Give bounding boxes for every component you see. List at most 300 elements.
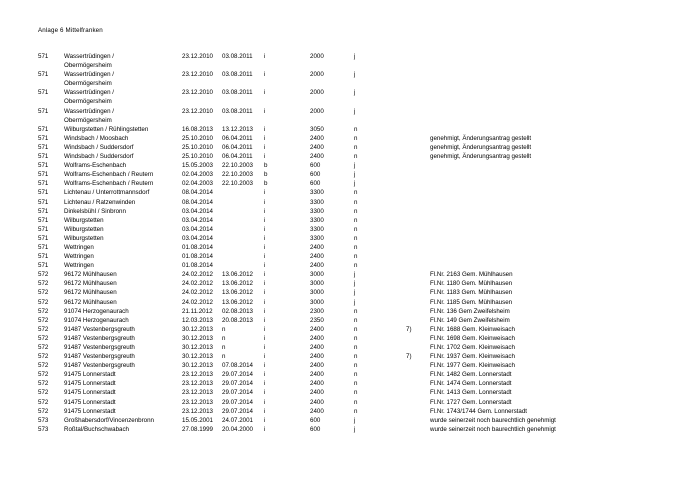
cell-value: 600	[310, 171, 321, 179]
cell-footnote	[406, 270, 430, 279]
cell-yesno: n	[354, 143, 358, 151]
cell-place: 91475 Lonnerstadt	[64, 398, 116, 406]
cell-place: Wassertrüdingen /	[64, 53, 114, 60]
cell-date-2	[222, 225, 264, 234]
cell-date-1: 23.12.2013	[182, 398, 213, 406]
cell-number: 571	[38, 171, 49, 179]
cell-number-empty	[38, 97, 64, 106]
cell-flag: i	[264, 298, 266, 306]
cell-number: 572	[38, 398, 49, 406]
cell-footnote	[406, 134, 430, 143]
cell-date-1: 08.04.2014	[182, 198, 213, 206]
cell-footnote	[406, 379, 430, 388]
cell-yesno: j	[354, 180, 356, 188]
cell-empty	[354, 116, 406, 125]
cell-empty	[430, 116, 660, 125]
table-row-continuation	[38, 116, 660, 125]
cell-remark: genehmigt, Änderungsantrag gestellt	[430, 143, 532, 151]
cell-flag: b	[264, 162, 268, 170]
cell-date-1: 21.11.2012	[182, 307, 213, 315]
cell-flag: i	[264, 225, 266, 233]
table-row	[38, 343, 660, 352]
cell-flag: i	[264, 207, 266, 215]
cell-value: 3300	[310, 189, 324, 197]
cell-date-1: 08.04.2014	[182, 189, 213, 197]
cell-date-2: 29.07.2014	[222, 380, 253, 388]
cell-footnote	[406, 298, 430, 307]
cell-number: 571	[38, 207, 49, 215]
cell-footnote	[406, 170, 430, 179]
cell-yesno: n	[354, 353, 358, 361]
cell-yesno: n	[354, 198, 358, 206]
cell-footnote	[406, 88, 430, 97]
cell-remark	[430, 261, 660, 270]
cell-number: 571	[38, 89, 49, 97]
cell-place-continued: Obermögersheim	[64, 98, 112, 106]
cell-footnote: 7)	[406, 353, 412, 361]
cell-place: Lichtenau / Ratzenwinden	[64, 198, 136, 206]
cell-empty	[430, 97, 660, 106]
table-row	[38, 288, 660, 297]
cell-yesno: n	[354, 389, 358, 397]
cell-date-2: 06.04.2011	[222, 143, 253, 151]
cell-place: 96172 Mühlhausen	[64, 280, 117, 288]
cell-date-2: 22.10.2003	[222, 162, 253, 170]
cell-remark	[430, 88, 660, 97]
cell-place: Wilburgstetten	[64, 225, 104, 233]
cell-remark	[430, 170, 660, 179]
table-row	[38, 243, 660, 252]
cell-date-2: 03.08.2011	[222, 107, 253, 115]
cell-date-1: 23.12.2010	[182, 107, 213, 115]
cell-yesno: n	[354, 362, 358, 370]
cell-remark	[430, 161, 660, 170]
cell-value: 2350	[310, 316, 324, 324]
cell-flag: i	[264, 344, 266, 351]
cell-value: 2400	[310, 325, 324, 333]
cell-number: 572	[38, 362, 49, 370]
cell-flag: i	[264, 307, 266, 315]
table-row	[38, 407, 660, 416]
cell-date-1: 23.12.2013	[182, 389, 213, 397]
cell-date-2	[222, 188, 264, 197]
cell-empty	[222, 97, 264, 106]
cell-place: Lichtenau / Unterrottmannsdorf	[64, 189, 150, 197]
cell-value: 2400	[310, 362, 324, 370]
cell-number: 571	[38, 253, 49, 261]
table-row	[38, 216, 660, 225]
table-row	[38, 388, 660, 397]
cell-empty	[430, 79, 660, 88]
table-row	[38, 70, 660, 79]
cell-empty	[264, 61, 310, 70]
cell-value: 2000	[310, 107, 324, 115]
cell-empty	[354, 97, 406, 106]
cell-remark: Fl.Nr. 2163 Gem. Mühlhausen	[430, 271, 513, 279]
cell-number: 571	[38, 134, 49, 142]
cell-footnote	[406, 416, 430, 425]
cell-value: 2000	[310, 89, 324, 97]
cell-flag: i	[264, 262, 266, 270]
cell-value: 2400	[310, 153, 324, 161]
cell-flag: i	[264, 271, 266, 279]
cell-remark	[430, 216, 660, 225]
cell-value: 2400	[310, 371, 324, 379]
cell-number: 572	[38, 280, 49, 288]
cell-number: 571	[38, 143, 49, 151]
cell-remark: genehmigt, Änderungsantrag gestellt	[430, 153, 532, 161]
cell-date-2: 29.07.2014	[222, 398, 253, 406]
cell-date-1: 27.08.1999	[182, 425, 213, 433]
cell-value: 3300	[310, 198, 324, 206]
cell-remark: Fl.Nr. 1482 Gem. Lonnerstadt	[430, 371, 512, 379]
cell-number: 573	[38, 416, 49, 424]
cell-remark	[430, 234, 660, 243]
cell-date-2	[222, 261, 264, 270]
cell-number: 571	[38, 198, 49, 206]
table-row	[38, 179, 660, 188]
cell-remark	[430, 243, 660, 252]
cell-place: Großhabersdorf/Vincenzenbronn	[64, 416, 155, 424]
cell-date-1: 30.12.2013	[182, 344, 213, 351]
cell-footnote	[406, 188, 430, 197]
cell-footnote	[406, 207, 430, 216]
cell-remark: Fl.Nr. 1183 Gem. Mühlhausen	[430, 289, 513, 297]
cell-number: 571	[38, 153, 49, 161]
table-row-continuation	[38, 79, 660, 88]
cell-flag: i	[264, 153, 266, 161]
cell-value: 2400	[310, 353, 324, 361]
cell-place: 91074 Herzogenaurach	[64, 316, 129, 324]
table-row	[38, 188, 660, 197]
cell-flag: i	[264, 89, 266, 97]
cell-yesno: j	[354, 425, 356, 433]
cell-date-1: 30.12.2013	[182, 334, 213, 342]
cell-number-empty	[38, 116, 64, 125]
cell-empty	[310, 79, 354, 88]
cell-number: 571	[38, 225, 49, 233]
cell-flag: i	[264, 107, 266, 115]
cell-yesno: j	[354, 89, 356, 97]
cell-number: 571	[38, 234, 49, 242]
table-row	[38, 425, 660, 434]
cell-yesno: n	[354, 334, 358, 342]
cell-flag: i	[264, 125, 266, 133]
cell-footnote	[406, 107, 430, 116]
data-table	[38, 52, 660, 434]
cell-number: 571	[38, 71, 49, 79]
cell-number: 572	[38, 407, 49, 415]
cell-value: 3300	[310, 207, 324, 215]
cell-remark	[430, 52, 660, 61]
cell-empty	[182, 116, 222, 125]
table-row	[38, 361, 660, 370]
cell-place: 91487 Vestenbergsgreuth	[64, 344, 135, 351]
cell-number: 571	[38, 53, 49, 60]
cell-remark	[430, 252, 660, 261]
cell-remark: Fl.Nr. 1185 Gem. Mühlhausen	[430, 298, 513, 306]
cell-date-1: 03.04.2014	[182, 234, 213, 242]
cell-footnote	[406, 243, 430, 252]
table-row	[38, 52, 660, 61]
cell-yesno: n	[354, 216, 358, 224]
cell-date-1: 23.12.2013	[182, 407, 213, 415]
table-row	[38, 234, 660, 243]
table-row	[38, 325, 660, 334]
cell-footnote	[406, 216, 430, 225]
cell-yesno: j	[354, 280, 356, 288]
cell-yesno: n	[354, 207, 358, 215]
cell-place: Wettringen	[64, 243, 94, 251]
cell-place: Windsbach / Suddersdorf	[64, 143, 134, 151]
cell-date-2	[222, 243, 264, 252]
cell-footnote	[406, 52, 430, 61]
cell-remark: Fl.Nr. 1698 Gem. Kleinweisach	[430, 334, 515, 342]
table-row	[38, 107, 660, 116]
cell-date-2: 20.08.2013	[222, 316, 253, 324]
cell-value: 3000	[310, 289, 324, 297]
cell-yesno: j	[354, 53, 356, 60]
table-row	[38, 379, 660, 388]
cell-place: 91074 Herzogenaurach	[64, 307, 129, 315]
table-row	[38, 252, 660, 261]
cell-yesno: n	[354, 407, 358, 415]
cell-yesno: n	[354, 344, 358, 351]
table-row	[38, 279, 660, 288]
cell-yesno: n	[354, 398, 358, 406]
cell-empty	[310, 61, 354, 70]
cell-footnote	[406, 261, 430, 270]
cell-remark	[430, 179, 660, 188]
cell-number: 571	[38, 162, 49, 170]
cell-yesno: n	[354, 134, 358, 142]
cell-date-2: 07.08.2014	[222, 362, 253, 370]
cell-footnote	[406, 179, 430, 188]
cell-empty	[264, 116, 310, 125]
cell-flag: i	[264, 198, 266, 206]
cell-number: 571	[38, 189, 49, 197]
cell-date-2: 29.07.2014	[222, 407, 253, 415]
cell-yesno: n	[354, 380, 358, 388]
cell-value: 600	[310, 425, 321, 433]
cell-place: Roßtal/Buchschwabach	[64, 425, 130, 433]
cell-date-1: 23.12.2010	[182, 53, 213, 60]
table-row	[38, 198, 660, 207]
cell-empty	[264, 97, 310, 106]
cell-place: 91487 Vestenbergsgreuth	[64, 362, 135, 370]
cell-flag: i	[264, 71, 266, 79]
cell-footnote	[406, 288, 430, 297]
cell-remark: Fl.Nr. 1413 Gem. Lonnerstadt	[430, 389, 512, 397]
cell-place: Wilburgstetten	[64, 216, 104, 224]
cell-place-continued: Obermögersheim	[64, 80, 112, 88]
cell-number: 572	[38, 334, 49, 342]
table-row	[38, 334, 660, 343]
cell-flag: i	[264, 134, 266, 142]
cell-empty	[406, 97, 430, 106]
cell-place: Wassertrüdingen /	[64, 89, 114, 97]
cell-empty	[222, 61, 264, 70]
table-row	[38, 225, 660, 234]
cell-footnote	[406, 388, 430, 397]
cell-place: Windsbach / Suddersdorf	[64, 153, 134, 161]
cell-footnote	[406, 143, 430, 152]
cell-place: Wolframs-Eschenbach	[64, 162, 127, 170]
table-row	[38, 298, 660, 307]
cell-yesno: n	[354, 316, 358, 324]
cell-yesno: j	[354, 71, 356, 79]
cell-flag: b	[264, 180, 268, 188]
cell-yesno: j	[354, 171, 356, 179]
cell-place: Wolframs-Eschenbach / Reutern	[64, 180, 154, 188]
table-row	[38, 352, 660, 361]
cell-place-continued: Obermögersheim	[64, 116, 112, 124]
cell-place-continued: Obermögersheim	[64, 62, 112, 70]
cell-footnote: 7)	[406, 325, 412, 333]
cell-flag: b	[264, 171, 268, 179]
cell-date-1: 23.12.2010	[182, 71, 213, 79]
cell-date-1: 15.05.2001	[182, 416, 213, 424]
cell-place: Dinkelsbühl / Sinbronn	[64, 207, 126, 215]
table-row	[38, 143, 660, 152]
cell-date-1: 03.04.2014	[182, 207, 213, 215]
cell-date-2	[222, 252, 264, 261]
cell-date-2	[222, 216, 264, 225]
cell-footnote	[406, 398, 430, 407]
cell-remark: Fl.Nr. 1180 Gem. Mühlhausen	[430, 280, 513, 288]
cell-remark: Fl.Nr. 1977 Gem. Kleinweisach	[430, 362, 515, 370]
cell-place: 96172 Mühlhausen	[64, 298, 117, 306]
cell-date-2: 13.06.2012	[222, 289, 253, 297]
table-row	[38, 88, 660, 97]
cell-empty	[354, 61, 406, 70]
cell-date-1: 01.08.2014	[182, 243, 213, 251]
cell-remark	[430, 225, 660, 234]
cell-remark: Fl.Nr. 1727 Gem. Lonnerstadt	[430, 398, 512, 406]
cell-footnote	[406, 343, 430, 352]
cell-remark	[430, 207, 660, 216]
cell-remark	[430, 107, 660, 116]
cell-date-2: n	[222, 334, 226, 342]
cell-value: 600	[310, 416, 321, 424]
cell-remark: genehmigt, Änderungsantrag gestellt	[430, 134, 532, 142]
cell-date-2	[222, 207, 264, 216]
cell-number: 571	[38, 107, 49, 115]
table-body	[38, 52, 660, 434]
cell-flag: i	[264, 143, 266, 151]
cell-flag: i	[264, 234, 266, 242]
cell-number: 572	[38, 371, 49, 379]
cell-value: 2000	[310, 53, 324, 60]
cell-value: 2400	[310, 344, 324, 351]
cell-remark: Fl.Nr. 1702 Gem. Kleinweisach	[430, 344, 515, 351]
cell-place: Wolframs-Eschenbach / Reutern	[64, 171, 154, 179]
cell-number: 571	[38, 243, 49, 251]
table-row	[38, 134, 660, 143]
cell-flag: i	[264, 280, 266, 288]
cell-empty	[182, 79, 222, 88]
table-row	[38, 261, 660, 270]
cell-place: 91487 Vestenbergsgreuth	[64, 353, 135, 361]
cell-footnote	[406, 307, 430, 316]
cell-date-1: 12.03.2013	[182, 316, 213, 324]
cell-footnote	[406, 425, 430, 434]
cell-date-1: 02.04.2003	[182, 171, 213, 179]
cell-value: 3000	[310, 298, 324, 306]
cell-value: 2400	[310, 398, 324, 406]
cell-value: 3300	[310, 234, 324, 242]
cell-number: 571	[38, 216, 49, 224]
cell-place: 91487 Vestenbergsgreuth	[64, 325, 135, 333]
cell-remark	[430, 70, 660, 79]
cell-date-2: n	[222, 353, 226, 361]
table-row	[38, 207, 660, 216]
cell-date-2	[222, 198, 264, 207]
cell-date-1: 30.12.2013	[182, 325, 213, 333]
cell-empty	[430, 61, 660, 70]
cell-number: 571	[38, 125, 49, 133]
cell-remark	[430, 125, 660, 134]
cell-date-2: n	[222, 344, 226, 351]
cell-date-2: 06.04.2011	[222, 134, 253, 142]
cell-value: 2300	[310, 307, 324, 315]
cell-footnote	[406, 161, 430, 170]
cell-number: 572	[38, 353, 49, 361]
cell-footnote	[406, 125, 430, 134]
cell-footnote	[406, 198, 430, 207]
cell-yesno: n	[354, 371, 358, 379]
table-row-continuation	[38, 61, 660, 70]
cell-remark	[430, 198, 660, 207]
table-row	[38, 270, 660, 279]
cell-empty	[406, 61, 430, 70]
cell-empty	[222, 116, 264, 125]
cell-number: 572	[38, 316, 49, 324]
cell-yesno: n	[354, 262, 358, 270]
cell-place: Wassertrüdingen /	[64, 71, 114, 79]
cell-number: 572	[38, 271, 49, 279]
cell-yesno: n	[354, 189, 358, 197]
table-row	[38, 170, 660, 179]
cell-date-1: 03.04.2014	[182, 225, 213, 233]
cell-flag: i	[264, 407, 266, 415]
cell-flag: i	[264, 425, 266, 433]
cell-place: 91475 Lonnerstadt	[64, 380, 116, 388]
cell-date-1: 24.02.2012	[182, 298, 213, 306]
cell-date-1: 01.08.2014	[182, 262, 213, 270]
cell-yesno: j	[354, 162, 356, 170]
cell-date-1: 15.05.2003	[182, 162, 213, 170]
cell-number: 572	[38, 307, 49, 315]
table-row	[38, 416, 660, 425]
cell-number-empty	[38, 61, 64, 70]
cell-flag: i	[264, 362, 266, 370]
cell-value: 2400	[310, 380, 324, 388]
cell-flag: i	[264, 216, 266, 224]
cell-value: 600	[310, 162, 321, 170]
cell-date-1: 30.12.2013	[182, 362, 213, 370]
cell-date-1: 24.02.2012	[182, 289, 213, 297]
cell-number-empty	[38, 79, 64, 88]
cell-value: 2400	[310, 262, 324, 270]
cell-date-2	[222, 234, 264, 243]
cell-empty	[310, 116, 354, 125]
cell-remark: Fl.Nr. 1937 Gem. Kleinweisach	[430, 353, 515, 361]
cell-footnote	[406, 279, 430, 288]
cell-remark: Fl.Nr. 149 Gem Zweifelsheim	[430, 316, 510, 324]
cell-date-1: 23.12.2013	[182, 371, 213, 379]
cell-value: 2400	[310, 407, 324, 415]
